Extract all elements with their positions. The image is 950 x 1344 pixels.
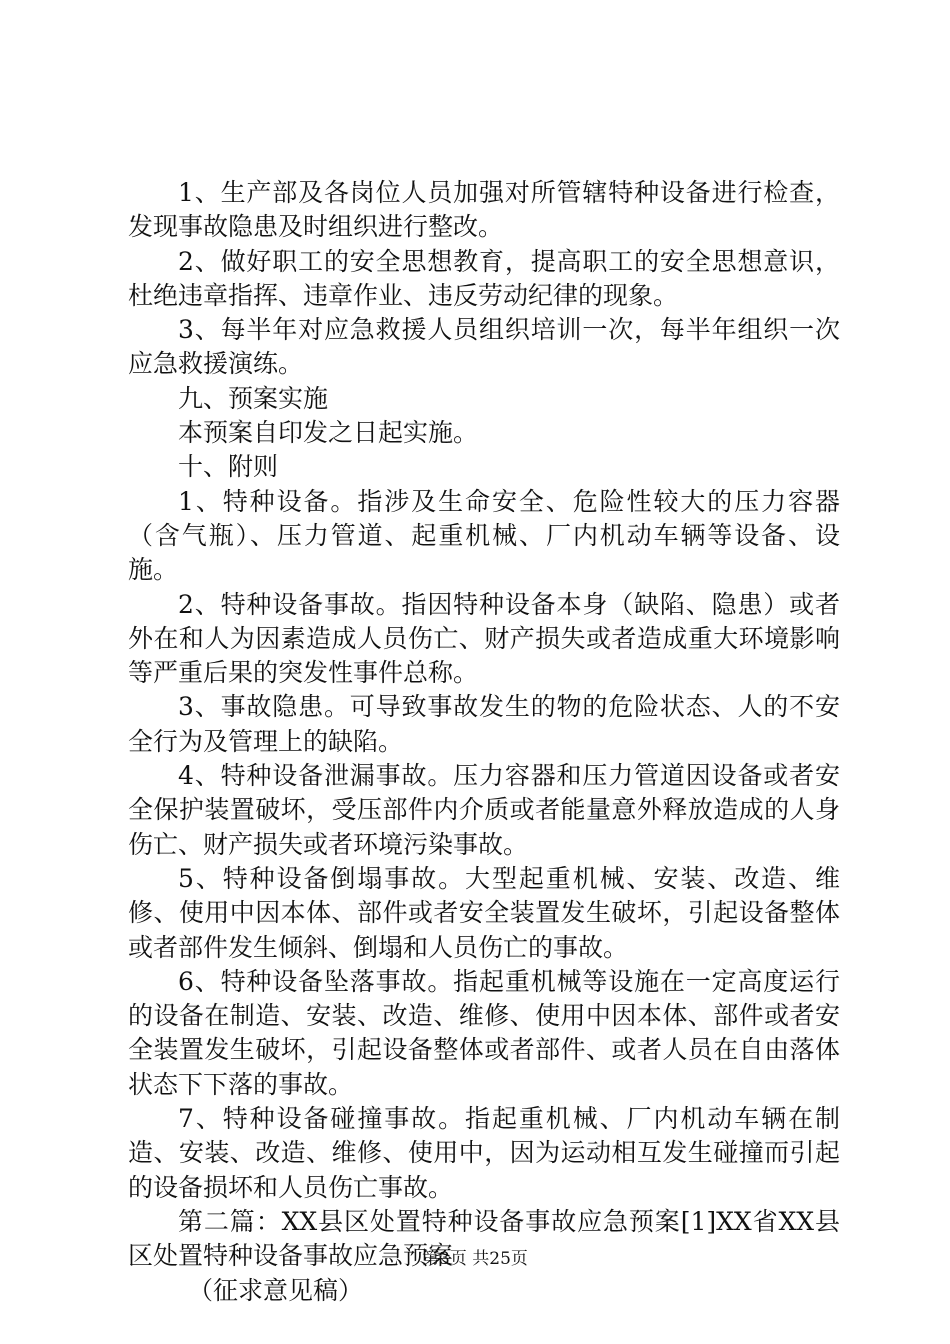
paragraph-safety-education: 2、做好职工的安全思想教育，提高职工的安全思想意识，杜绝违章指挥、违章作业、违反劳动纪律的现象。: [128, 246, 840, 310]
definition-equipment-accident: 2、特种设备事故。指因特种设备本身（缺陷、隐患）或者外在和人为因素造成人员伤亡、财产损失或者造成重大环境影响等严重后果的突发性事件总称。: [128, 589, 840, 688]
draft-note: （征求意见稿）: [188, 1275, 364, 1305]
section-heading-supplementary: 十、附则: [178, 452, 279, 482]
paragraph-check-equipment: 1、生产部及各岗位人员加强对所管辖特种设备进行检查，发现事故隐患及时组织进行整改。: [128, 178, 840, 242]
document-body: [128, 176, 840, 1308]
definition-fall-accident: 6、特种设备坠落事故。指起重机械等设施在一定高度运行的设备在制造、安装、改造、维修、使用中因本体、部件或者安全装置发生破坏，引起设备整体或者部件、或者人员在自由落体状态下下落的事故。: [128, 966, 840, 1099]
definition-collision-accident: 7、特种设备碰撞事故。指起重机械、厂内机动车辆在制造、安装、改造、维修、使用中，因为运动相互发生碰撞而引起的设备损坏和人员伤亡事故。: [128, 1104, 840, 1202]
chapter-two-title: 第二篇：XX县区处置特种设备事故应急预案[1]XX省XX县区处置特种设备事故应急预案: [128, 1206, 840, 1271]
section-heading-implementation: 九、预案实施: [178, 383, 329, 413]
definition-special-equipment: 1、特种设备。指涉及生命安全、危险性较大的压力容器（含气瓶）、压力管道、起重机械、厂内机动车辆等设备、设施。: [128, 486, 840, 585]
definition-collapse-accident: 5、特种设备倒塌事故。大型起重机械、安装、改造、维修、使用中因本体、部件或者安全装置发生破坏，引起设备整体或者部件发生倾斜、倒塌和人员伤亡的事故。: [128, 863, 840, 962]
paragraph-effective-date: 本预案自印发之日起实施。: [178, 418, 479, 448]
definition-leak-accident: 4、特种设备泄漏事故。压力容器和压力管道因设备或者安全保护装置破坏，受压部件内介质或者能量意外释放造成的人身伤亡、财产损失或者环境污染事故。: [128, 761, 840, 859]
page-number-footer: 第3页 共25页: [422, 1249, 528, 1269]
definition-accident-hazard: 3、事故隐患。可导致事故发生的物的危险状态、人的不安全行为及管理上的缺陷。: [128, 692, 840, 756]
paragraph-training-drills: 3、每半年对应急救援人员组织培训一次，每半年组织一次应急救援演练。: [128, 315, 840, 379]
